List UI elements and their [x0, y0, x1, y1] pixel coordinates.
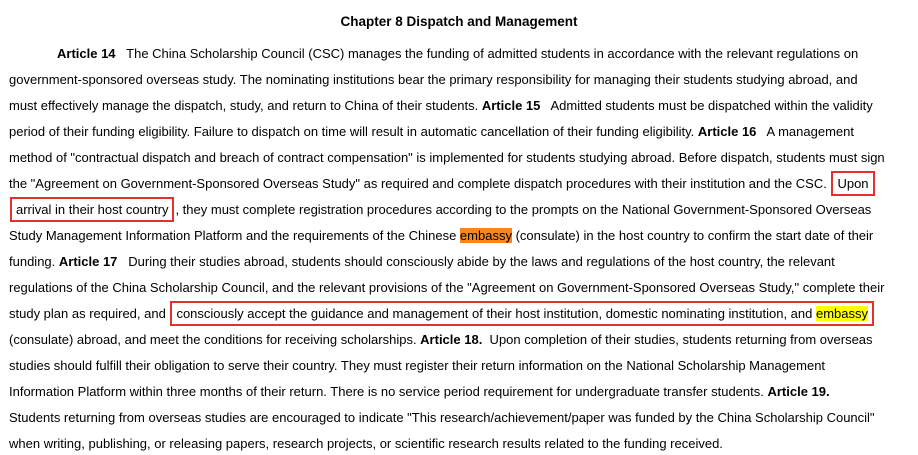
body-text: funding.	[9, 254, 59, 269]
body-text: method of "contractual dispatch and breach of contract compensation" is implemented for students studying abroad. Before dispatch, students must sign	[9, 150, 885, 165]
text-line-6	[9, 171, 916, 197]
article-label: Article 17	[58, 254, 118, 269]
text-line-7	[9, 197, 916, 223]
text-line-2	[9, 67, 916, 93]
body-text: must effectively manage the dispatch, study, and return to China of their students.	[9, 98, 482, 113]
body-text: Upon completion of their studies, students returning from overseas	[482, 332, 873, 347]
body-text: consciously accept the guidance and management of their host institution, domestic nominating institution, and	[176, 306, 816, 321]
body-text: Information Platform within three months of their return. There is no service period requirement for undergraduate transfer students.	[9, 384, 768, 399]
body-text: The China Scholarship Council (CSC) manages the funding of admitted students in accordance with the relevant regulations on	[115, 46, 859, 61]
text-line-4	[9, 119, 916, 145]
article-label: Article 18.	[420, 332, 483, 347]
body-text: regulations of the China Scholarship Council, and the relevant provisions of the "Agreement on Government-Sponsored Overseas Study," complete their	[9, 280, 885, 295]
chapter-title: Chapter 8 Dispatch and Management	[340, 14, 578, 29]
annotation-box	[831, 171, 874, 196]
body-text: Study Management Information Platform and the requirements of the Chinese	[9, 228, 460, 243]
text-line-8	[9, 223, 916, 249]
body-text: government-sponsored overseas study. The nominating institutions bear the primary responsibility for managing their students studying abroad, and	[9, 72, 858, 87]
text-line-12	[9, 327, 916, 353]
body-text: studies should fulfill their obligation to serve their country. They must register their return information on the National Scholarship Management	[9, 358, 826, 373]
article-label: Article 14	[57, 46, 116, 61]
text-line-14	[9, 379, 916, 405]
annotation-box	[170, 301, 874, 326]
text-line-5	[9, 145, 916, 171]
text-line-11	[9, 301, 916, 327]
body-text: when writing, publishing, or releasing papers, research projects, or scientific research results related to the funding received.	[9, 436, 723, 451]
body-text: study plan as required, and	[9, 306, 170, 321]
text-line-13	[9, 353, 916, 379]
article-label: Article 16	[697, 124, 757, 139]
annotation-box	[10, 197, 174, 222]
body-text: During their studies abroad, students should consciously abide by the laws and regulations of the host country, the relevant	[117, 254, 835, 269]
body-text: Students returning from overseas studies are encouraged to indicate "This research/achievement/paper was funded by the China Scholarship Council"	[9, 410, 875, 425]
body-text: Upon	[837, 176, 869, 191]
text-line-15	[9, 405, 916, 431]
body-text: Admitted students must be dispatched within the validity	[540, 98, 873, 113]
text-line-3	[9, 93, 916, 119]
highlighted-text-yellow: embassy	[815, 306, 869, 321]
highlighted-text-orange: embassy	[459, 228, 512, 243]
text-line-1	[9, 41, 916, 67]
body-text: (consulate) abroad, and meet the conditions for receiving scholarships.	[9, 332, 421, 347]
body-text: period of their funding eligibility. Failure to dispatch on time will result in automatic cancellation of their funding eligibility.	[9, 124, 698, 139]
text-line-9	[9, 249, 916, 275]
body-text: A management	[756, 124, 854, 139]
body-text: the "Agreement on Government-Sponsored Overseas Study" as required and complete dispatch procedures with their institution and the CSC.	[9, 176, 831, 191]
body-text: arrival in their host country	[16, 202, 169, 217]
article-label: Article 19.	[767, 384, 830, 399]
text-line-16	[9, 431, 916, 455]
body-text: , they must complete registration procedures according to the prompts on the National Government-Sponsored Overseas	[175, 202, 872, 217]
text-line-10	[9, 275, 916, 301]
body-text: (consulate) in the host country to confirm the start date of their	[511, 228, 874, 243]
article-label: Article 15	[481, 98, 541, 113]
